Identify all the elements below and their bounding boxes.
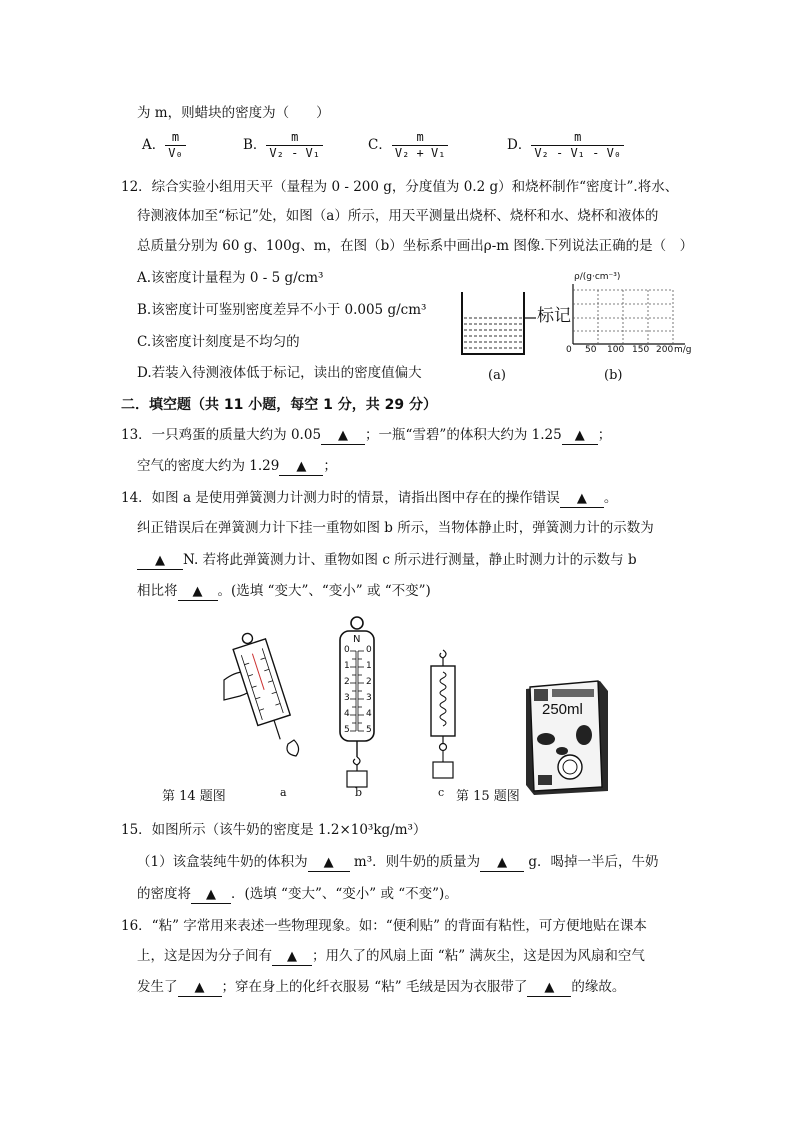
answer-blank: ▲ — [178, 584, 218, 601]
mark-label: 标记 — [537, 306, 571, 326]
q15-text-2: m³．则牛奶的质量为 — [353, 854, 481, 870]
graph-x-tick-200: 200 — [656, 345, 674, 355]
q16-text-2: ；用久了的风扇上面 “粘” 满灰尘，这是因为风扇和空气 — [312, 948, 645, 964]
q14-line-4 — [137, 581, 431, 601]
bottom-ring — [440, 744, 447, 751]
weight-block — [433, 762, 453, 778]
answer-blank: ▲ — [480, 855, 524, 872]
denominator: V₂ + V₁ — [392, 145, 449, 161]
q13-text-4: 空气的密度大约为 1.29 — [137, 458, 280, 474]
figure-b-label: b — [355, 786, 363, 799]
option-label: D． — [507, 137, 532, 153]
q16-text-5: 的缘故。 — [571, 979, 626, 995]
q12-line-3: 总质量分别为 60 g、100g、m，在图（b）坐标系中画出ρ-m 图像.下列说法正确的是（ ） — [137, 238, 694, 254]
q16-line-1: 16．“粘” 字常用来表述一些物理现象。如：“便利贴” 的背面有粘性，可方便地贴在课本 — [121, 918, 647, 934]
scale-left-label-2: 2 — [344, 677, 350, 687]
carton-bottom-mark — [538, 775, 552, 785]
numerator: m — [171, 130, 180, 144]
q14-text-1: 14．如图 a 是使用弹簧测力计测力时的情景，请指出图中存在的操作错误 — [121, 490, 560, 506]
graph-x-label: m/g — [674, 345, 692, 355]
answer-blank: ▲ — [178, 980, 222, 997]
denominator: V₂ - V₁ — [266, 145, 323, 161]
carton-volume-label: 250ml — [542, 701, 583, 718]
q15-text-5: ．(选填 “变大”、“变小” 或 “不变”)。 — [231, 886, 458, 902]
graph-x-tick-0: 0 — [566, 345, 572, 355]
answer-blank: ▲ — [279, 459, 323, 476]
section-heading: 二．填空题（共 11 小题，每空 1 分，共 29 分） — [121, 397, 437, 413]
q14-line-1 — [121, 488, 617, 508]
q13-line-2 — [137, 456, 337, 476]
q13-text-5: ； — [323, 458, 337, 474]
liquid-lines — [464, 318, 522, 348]
q11-option-c — [368, 130, 448, 161]
q14-text-3: N. 若将此弹簧测力计、重物如图 c 所示进行测量，静止时测力计的示数与 b — [183, 552, 637, 568]
scale-unit-label: N — [353, 634, 361, 645]
denominator: V₂ - V₁ - V₀ — [531, 145, 624, 161]
q14-text-2: 。 — [603, 490, 618, 506]
q15-line-3 — [137, 884, 458, 904]
scale-right-label-1: 1 — [366, 661, 372, 671]
q16-line-2 — [137, 946, 645, 966]
beaker-outline — [462, 292, 524, 354]
option-label: B． — [243, 137, 267, 153]
q14-text-5: 。(选填 “变大”、“变小” 或 “不变”) — [217, 583, 431, 599]
q13-line-1 — [121, 425, 611, 445]
fraction — [392, 130, 449, 161]
q14-line-3 — [137, 550, 637, 570]
scale-left-label-5: 5 — [344, 725, 350, 735]
q12-option-d: D.若装入待测液体低于标记，读出的密度值偏大 — [137, 365, 422, 381]
q13-text-1: 13．一只鸡蛋的质量大约为 0.05 — [121, 427, 322, 443]
option-label: A． — [142, 137, 166, 153]
q14-text-4: 相比将 — [137, 583, 178, 599]
scale-right-label-0: 0 — [366, 645, 372, 655]
q11-stem-tail: 为 m，则蜡块的密度为（ ） — [137, 105, 330, 121]
cow-spot — [537, 733, 555, 745]
q12-option-a: A.该密度计量程为 0 - 5 g/cm³ — [137, 270, 324, 286]
cow-spot — [576, 725, 592, 745]
graph-y-label: ρ/(g·cm⁻³) — [574, 272, 621, 282]
q12-line-1: 12．综合实验小组用天平（量程为 0 - 200 g，分度值为 0.2 g）和烧杯制作“密度计”.将水、 — [121, 179, 679, 195]
figure-a-label: a — [280, 786, 287, 799]
numerator: m — [416, 130, 424, 144]
q11-option-d — [507, 130, 624, 161]
q16-line-3 — [137, 977, 625, 997]
q16-text-1: 上，这是因为分子间有 — [137, 948, 272, 964]
q15-figure-caption: 第 15 题图 — [456, 789, 520, 804]
figure-b-caption: (b) — [604, 368, 623, 383]
q12-line-2: 待测液体加至“标记”处，如图（a）所示，用天平测量出烧杯、烧杯和水、烧杯和液体的 — [137, 208, 659, 224]
scale-left-label-4: 4 — [344, 709, 350, 719]
fraction — [165, 130, 185, 161]
scale-left-label-0: 0 — [344, 645, 350, 655]
answer-blank: ▲ — [562, 428, 598, 445]
scale-right-label-2: 2 — [366, 677, 372, 687]
q15-text-4: 的密度将 — [137, 886, 191, 902]
q13-text-2: ；一瓶“雪碧”的体积大约为 1.25 — [365, 427, 562, 443]
figure-a-caption: (a) — [488, 368, 506, 383]
answer-blank: ▲ — [560, 491, 604, 508]
option-label: C． — [368, 137, 392, 153]
q11-option-a — [142, 130, 186, 161]
numerator: m — [291, 130, 299, 144]
top-hook — [440, 650, 446, 658]
answer-blank: ▲ — [137, 553, 183, 570]
q15-line-1: 15．如图所示（该牛奶的密度是 1.2×10³kg/m³） — [121, 822, 427, 838]
denominator: V₀ — [165, 145, 185, 161]
answer-blank: ▲ — [527, 980, 571, 997]
grid-lines — [573, 290, 673, 344]
q11-option-b — [243, 130, 323, 161]
figure-c-label: c — [438, 786, 445, 799]
q16-text-4: ；穿在身上的化纤衣服易 “粘” 毛绒是因为衣服带了 — [221, 979, 528, 995]
q14-line-2: 纠正错误后在弹簧测力计下挂一重物如图 b 所示，当物体静止时，弹簧测力计的示数为 — [137, 520, 654, 536]
q15-line-2 — [137, 852, 659, 872]
spring-scale-a-figure — [222, 630, 312, 760]
scale-right-label-3: 3 — [366, 693, 372, 703]
pulling-hand — [287, 740, 299, 756]
graph-x-tick-150: 150 — [632, 345, 650, 355]
carton-seal — [558, 755, 582, 779]
scale-right-label-4: 4 — [366, 709, 372, 719]
carton-brand-band — [552, 689, 594, 697]
fraction — [266, 130, 323, 161]
q16-text-3: 发生了 — [137, 979, 178, 995]
answer-blank: ▲ — [321, 428, 365, 445]
scale-right-label-5: 5 — [366, 725, 372, 735]
scale-left-label-3: 3 — [344, 693, 350, 703]
scale-hook — [353, 757, 360, 765]
answer-blank: ▲ — [272, 949, 312, 966]
scale-ring — [351, 617, 363, 629]
scale-left-label-1: 1 — [344, 661, 350, 671]
fraction — [531, 130, 624, 161]
milk-carton-figure — [522, 675, 614, 797]
q14-figure-caption: 第 14 题图 — [162, 789, 226, 804]
scale-hook-rod — [274, 720, 280, 739]
q13-text-3: ； — [597, 427, 612, 443]
q15-text-1: （1）该盒装纯牛奶的体积为 — [137, 854, 308, 870]
answer-blank: ▲ — [191, 887, 231, 904]
cow-spot — [556, 747, 568, 755]
answer-blank: ▲ — [308, 855, 350, 872]
graph-x-tick-100: 100 — [607, 345, 625, 355]
q12-option-b: B.该密度计可鉴别密度差异不小于 0.005 g/cm³ — [137, 302, 427, 318]
weight-block — [347, 771, 367, 787]
spring-scale-c-figure — [425, 648, 461, 783]
q12-option-c: C.该密度计刻度是不均匀的 — [137, 334, 300, 350]
density-graph — [568, 280, 688, 348]
numerator: m — [574, 130, 582, 144]
q15-text-3: g．喝掉一半后，牛奶 — [528, 854, 659, 870]
graph-x-tick-50: 50 — [585, 345, 597, 355]
